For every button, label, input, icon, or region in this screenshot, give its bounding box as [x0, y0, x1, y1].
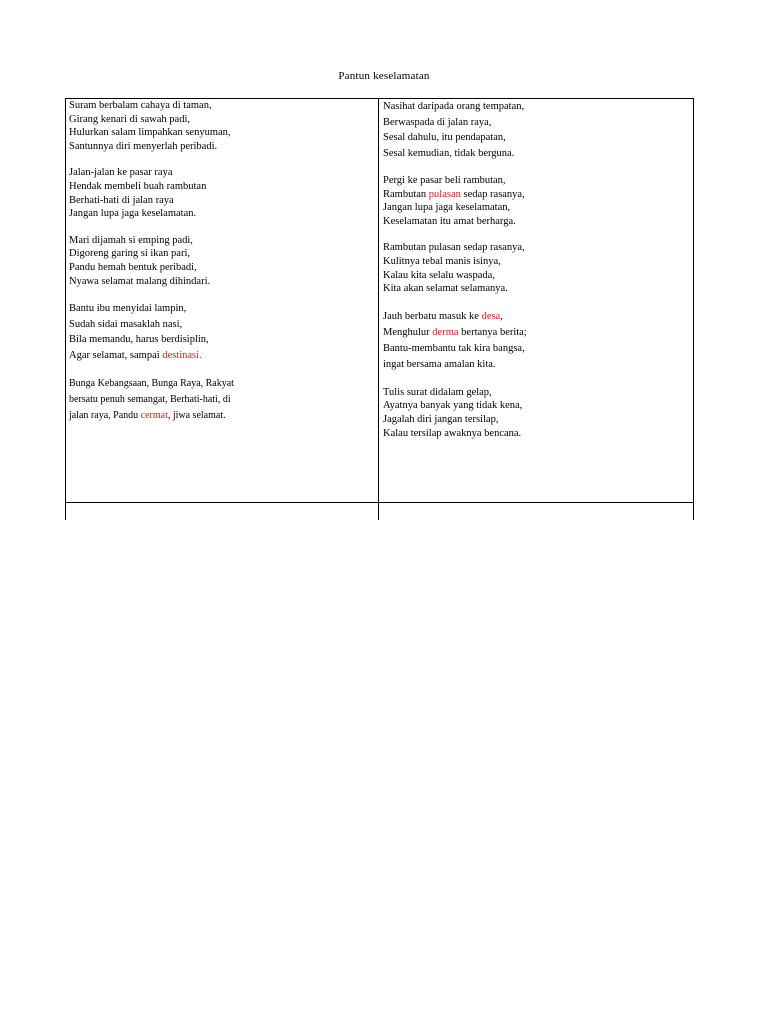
- verse-line: [383, 325, 688, 341]
- table-row-divider: [65, 502, 694, 503]
- table-column-divider: [378, 98, 379, 520]
- table-right-border: [693, 98, 694, 520]
- stanza: [69, 99, 374, 153]
- verse-line: ingat bersama amalan kita.: [383, 358, 496, 370]
- note-text: , jiwa selamat.: [167, 410, 226, 422]
- verse-line: Santunnya diri menyerlah peribadi.: [69, 140, 218, 152]
- stanza: [69, 301, 374, 363]
- verse-text: bertanya berita;: [458, 326, 527, 338]
- verse-line: Jagalah diri jangan tersilap,: [383, 413, 499, 425]
- verse-line: Ayatnya banyak yang tidak kena,: [383, 400, 523, 412]
- note-line: Bunga Kebangsaan, Bunga Raya, Rakyat: [69, 378, 234, 390]
- stanza: [69, 234, 374, 288]
- closing-note: [69, 376, 374, 424]
- stanza: [383, 174, 688, 228]
- verse-line: Jalan-jalan ke pasar raya: [69, 167, 173, 179]
- verse-text: Rambutan: [383, 188, 429, 200]
- verse-line: Rambutan pulasan sedap rasanya,: [383, 242, 525, 254]
- verse-line: Jangan lupa jaga keselamatan,: [383, 202, 511, 214]
- verse-line: Bila memandu, harus berdisiplin,: [69, 334, 209, 346]
- verse-line: Sudah sidai masaklah nasi,: [69, 318, 183, 330]
- stanza: [69, 166, 374, 220]
- verse-line: Sesal dahulu, itu pendapatan,: [383, 132, 506, 143]
- verse-line: Berwaspada di jalan raya,: [383, 116, 492, 128]
- verse-line: Digoreng garing si ikan pari,: [69, 248, 191, 260]
- highlighted-word: derma: [432, 326, 459, 338]
- verse-line: Sesal kemudian, tidak berguna.: [383, 147, 515, 159]
- right-column: [383, 99, 688, 453]
- highlighted-word: pulasan: [428, 188, 461, 200]
- verse-text: ,: [500, 310, 503, 322]
- verse-line: Bantu-membantu tak kira bangsa,: [383, 342, 525, 354]
- verse-line: Hulurkan salam limpahkan senyuman,: [69, 127, 231, 139]
- stanza: [383, 386, 688, 440]
- verse-line: [69, 348, 374, 364]
- verse-line: Mari dijamah si emping padi,: [69, 234, 193, 246]
- verse-line: Kalau tersilap awaknya bencana.: [383, 427, 522, 439]
- highlighted-word: destinasi: [162, 349, 200, 361]
- document-title: Pantun keselamatan: [338, 70, 430, 82]
- stanza: [383, 99, 688, 161]
- verse-line: Berhati-hati di jalan raya: [69, 194, 174, 206]
- verse-line: Kulitnya tebal manis isinya,: [383, 255, 501, 267]
- note-line: bersatu penuh semangat, Berhati-hati, di: [69, 394, 231, 406]
- verse-text: Menghulur: [383, 326, 433, 338]
- note-text: jalan raya, Pandu: [69, 410, 141, 422]
- verse-line: Keselamatan itu amat berharga.: [383, 215, 516, 227]
- stanza: [383, 241, 688, 295]
- verse-text: Jauh berbatu masuk ke: [383, 310, 482, 322]
- verse-line: Kita akan selamat selamanya.: [383, 283, 508, 295]
- verse-text: sedap rasanya,: [460, 188, 525, 200]
- note-line: [69, 408, 374, 424]
- verse-line: Pandu hemah bentuk peribadi,: [69, 261, 197, 273]
- verse-line: Suram berbalam cahaya di taman,: [69, 100, 212, 111]
- verse-line: Bantu ibu menyidai lampin,: [69, 303, 187, 315]
- verse-line: [383, 188, 688, 202]
- verse-line: Nasihat daripada orang tempatan,: [383, 101, 525, 112]
- verse-line: Pergi ke pasar beli rambutan,: [383, 175, 506, 186]
- verse-line: Girang kenari di sawah padi,: [69, 113, 191, 125]
- highlighted-word: desa: [481, 310, 501, 322]
- verse-line: [383, 309, 688, 325]
- verse-line: Nyawa selamat malang dihindari.: [69, 275, 211, 287]
- left-column: [69, 99, 374, 424]
- verse-text: .: [199, 349, 202, 361]
- verse-line: Jangan lupa jaga keselamatan.: [69, 208, 197, 220]
- verse-line: Tulis surat didalam gelap,: [383, 386, 492, 398]
- verse-text: Agar selamat, sampai: [69, 349, 163, 361]
- verse-line: Kalau kita selalu waspada,: [383, 269, 495, 281]
- highlighted-word: cermat: [140, 410, 168, 422]
- table-left-border: [65, 98, 66, 520]
- verse-line: Hendak membeli buah rambutan: [69, 180, 207, 192]
- stanza: [383, 309, 688, 373]
